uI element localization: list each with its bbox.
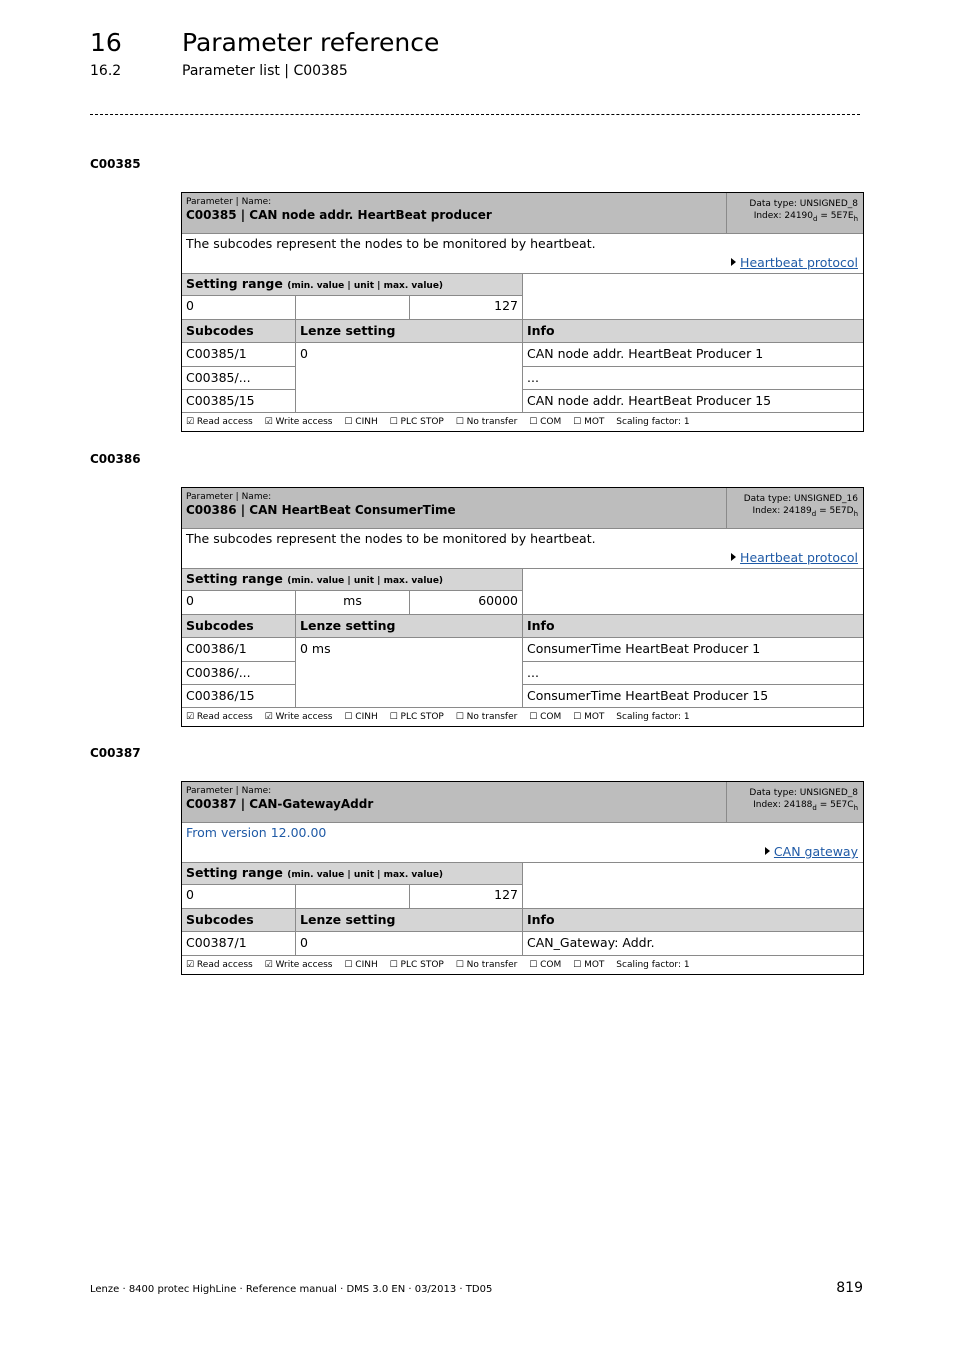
- flag-read-access: ☑ Read access: [186, 712, 253, 722]
- range-spacer: [523, 863, 863, 908]
- flag-mot: ☐ MOT: [573, 417, 605, 427]
- range-max: 60000: [478, 593, 518, 608]
- param-table: [181, 781, 864, 975]
- setting-range-block: [182, 568, 863, 614]
- param-type-block: [727, 782, 863, 822]
- subcode-cell: C00386/1: [186, 641, 247, 656]
- flag-write-access: ☑ Write access: [264, 712, 333, 722]
- section-number: 16.2: [90, 63, 122, 79]
- flag-com: ☐ COM: [529, 960, 562, 970]
- flag-write-access: ☑ Write access: [264, 960, 333, 970]
- info-cell: CAN_Gateway: Addr.: [527, 935, 655, 950]
- arrow-right-icon: [731, 553, 736, 561]
- subcode-list: [182, 932, 296, 955]
- param-type-block: [727, 193, 863, 233]
- setting-range: [182, 569, 523, 614]
- access-flags: [182, 412, 863, 431]
- param-name: C00385 | CAN node addr. HeartBeat producer: [186, 208, 492, 222]
- link-label: Heartbeat protocol: [740, 255, 858, 270]
- scaling-factor: Scaling factor: 1: [616, 417, 690, 427]
- param-name: C00387 | CAN-GatewayAddr: [186, 797, 374, 811]
- param-index: Index: $24189_d = 5E7D_h$: [752, 506, 858, 518]
- subcode-body: [182, 637, 863, 707]
- subcode-header: [182, 908, 863, 931]
- setting-range-title: Setting range (min. value | unit | max. value): [182, 274, 522, 296]
- setting-range-values: [182, 296, 522, 319]
- range-spacer: [523, 274, 863, 319]
- info-cell: ConsumerTime HeartBeat Producer 15: [523, 684, 863, 707]
- param-index: Index: $24188_d = 5E7C_h$: [753, 800, 858, 812]
- info-list: [523, 343, 863, 412]
- setting-range: [182, 863, 523, 908]
- range-unit: [296, 296, 410, 319]
- param-table: [181, 487, 864, 727]
- setting-range-title: Setting range (min. value | unit | max. value): [182, 569, 522, 591]
- lenze-setting-cell: 0: [296, 932, 523, 955]
- setting-range-title: Setting range (min. value | unit | max. value): [182, 863, 522, 885]
- flag-no-transfer: ☐ No transfer: [455, 712, 518, 722]
- link-label: CAN gateway: [773, 844, 858, 859]
- info-cell: ...: [523, 366, 863, 389]
- subcode-header: [182, 614, 863, 637]
- param-table: [181, 192, 864, 432]
- chapter-number: 16: [90, 28, 122, 57]
- col-subcodes: Subcodes: [182, 615, 296, 637]
- info-cell: ConsumerTime HeartBeat Producer 1: [527, 641, 761, 656]
- param-index: Index: $24190_d = 5E7E_h$: [753, 211, 858, 223]
- info-list: [523, 932, 863, 955]
- range-unit: [296, 885, 410, 908]
- setting-range-values: [182, 885, 522, 908]
- setting-range-block: [182, 273, 863, 319]
- col-lenze-setting: Lenze setting: [296, 615, 523, 637]
- access-flags: [182, 955, 863, 974]
- param-heading: C00387: [90, 746, 141, 760]
- dashed-divider: [90, 114, 860, 115]
- range-max: 127: [494, 298, 518, 313]
- flag-read-access: ☑ Read access: [186, 417, 253, 427]
- page-number: 819: [836, 1280, 863, 1296]
- param-name-caption: Parameter | Name:: [186, 786, 272, 796]
- flag-write-access: ☑ Write access: [264, 417, 333, 427]
- heartbeat-protocol-link[interactable]: [731, 550, 858, 565]
- range-unit: ms: [296, 591, 410, 614]
- flag-cinh: ☐ CINH: [344, 960, 378, 970]
- flag-mot: ☐ MOT: [573, 712, 605, 722]
- flag-read-access: ☑ Read access: [186, 960, 253, 970]
- param-name: C00386 | CAN HeartBeat ConsumerTime: [186, 503, 456, 517]
- section-title: Parameter list | C00385: [182, 63, 348, 79]
- subcode-cell: C00386/15: [182, 684, 295, 707]
- info-cell: CAN node addr. HeartBeat Producer 15: [523, 389, 863, 412]
- description-text: The subcodes represent the nodes to be monitored by heartbeat.: [186, 236, 596, 251]
- col-subcodes: Subcodes: [182, 320, 296, 342]
- range-min: 0: [182, 591, 296, 614]
- subcode-cell: C00385/15: [182, 389, 295, 412]
- flag-no-transfer: ☐ No transfer: [455, 960, 518, 970]
- arrow-right-icon: [731, 258, 736, 266]
- range-max: 127: [494, 887, 518, 902]
- col-info: Info: [527, 618, 555, 633]
- flag-mot: ☐ MOT: [573, 960, 605, 970]
- heartbeat-protocol-link[interactable]: [731, 255, 858, 270]
- description-row: [182, 528, 863, 568]
- scaling-factor: Scaling factor: 1: [616, 960, 690, 970]
- subcode-cell: C00385/1: [186, 346, 247, 361]
- param-heading: C00386: [90, 452, 141, 466]
- col-info: Info: [527, 323, 555, 338]
- info-cell: ...: [523, 661, 863, 684]
- data-type: Data type: UNSIGNED_8: [749, 788, 858, 798]
- param-name-block: [182, 488, 727, 528]
- param-name-block: [182, 782, 727, 822]
- setting-range-values: [182, 591, 522, 614]
- flag-com: ☐ COM: [529, 712, 562, 722]
- range-spacer: [523, 569, 863, 614]
- subcode-cell: C00386/...: [182, 661, 295, 684]
- flag-plc-stop: ☐ PLC STOP: [389, 712, 444, 722]
- info-list: [523, 638, 863, 707]
- lenze-setting-cell: 0: [296, 343, 523, 412]
- flag-plc-stop: ☐ PLC STOP: [389, 960, 444, 970]
- param-heading: C00385: [90, 157, 141, 171]
- scaling-factor: Scaling factor: 1: [616, 712, 690, 722]
- flag-plc-stop: ☐ PLC STOP: [389, 417, 444, 427]
- subcode-header: [182, 319, 863, 342]
- description-row: [182, 822, 863, 862]
- setting-range-block: [182, 862, 863, 908]
- flag-com: ☐ COM: [529, 417, 562, 427]
- col-lenze-setting: Lenze setting: [296, 320, 523, 342]
- setting-range: [182, 274, 523, 319]
- flag-cinh: ☐ CINH: [344, 417, 378, 427]
- description-text: The subcodes represent the nodes to be monitored by heartbeat.: [186, 531, 596, 546]
- arrow-right-icon: [765, 847, 770, 855]
- info-cell: CAN node addr. HeartBeat Producer 1: [527, 346, 764, 361]
- access-flags: [182, 707, 863, 726]
- col-info: Info: [527, 912, 555, 927]
- param-table-header: [182, 488, 863, 528]
- subcode-cell: C00387/1: [186, 935, 247, 950]
- lenze-setting-cell: 0 ms: [296, 638, 523, 707]
- version-note: From version 12.00.00: [186, 825, 327, 840]
- chapter-title: Parameter reference: [182, 28, 440, 57]
- param-table-header: [182, 782, 863, 822]
- subcode-list: [182, 343, 296, 412]
- subcode-body: [182, 342, 863, 412]
- param-name-caption: Parameter | Name:: [186, 492, 272, 502]
- flag-no-transfer: ☐ No transfer: [455, 417, 518, 427]
- param-type-block: [727, 488, 863, 528]
- subcode-cell: C00385/...: [182, 366, 295, 389]
- range-min: 0: [182, 296, 296, 319]
- col-lenze-setting: Lenze setting: [296, 909, 523, 931]
- param-name-caption: Parameter | Name:: [186, 197, 272, 207]
- link-label: Heartbeat protocol: [740, 550, 858, 565]
- footer-text: Lenze · 8400 protec HighLine · Reference manual · DMS 3.0 EN · 03/2013 · TD05: [90, 1284, 493, 1295]
- param-name-block: [182, 193, 727, 233]
- data-type: Data type: UNSIGNED_16: [743, 494, 858, 504]
- col-subcodes: Subcodes: [182, 909, 296, 931]
- data-type: Data type: UNSIGNED_8: [749, 199, 858, 209]
- flag-cinh: ☐ CINH: [344, 712, 378, 722]
- description-row: [182, 233, 863, 273]
- subcode-list: [182, 638, 296, 707]
- param-table-header: [182, 193, 863, 233]
- range-min: 0: [182, 885, 296, 908]
- can-gateway-link[interactable]: [765, 844, 858, 859]
- subcode-body: [182, 931, 863, 955]
